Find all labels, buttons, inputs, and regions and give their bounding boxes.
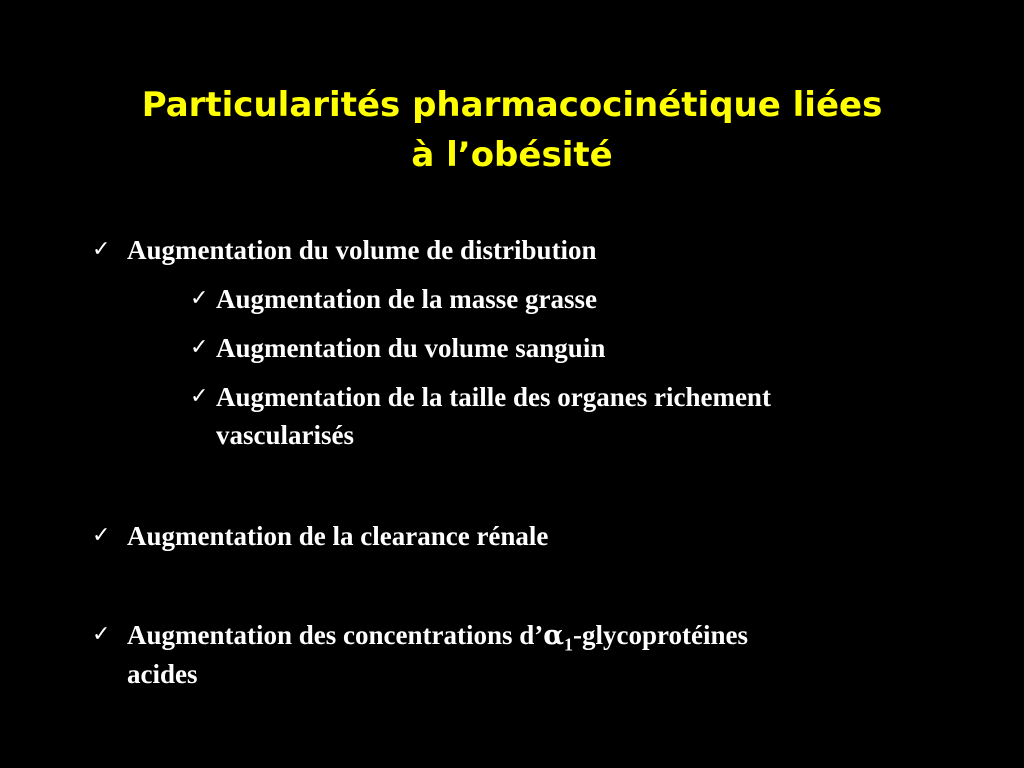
checkmark-icon: ✓ [190, 384, 209, 409]
slide-title [40, 80, 984, 180]
bullet-text-pre: Augmentation des concentrations d’ [127, 620, 544, 650]
sub-bullet-taille-organes [190, 378, 936, 454]
bullet-glycoproteines [92, 616, 972, 693]
alpha-subscript: 1 [564, 634, 574, 655]
checkmark-icon: ✓ [190, 335, 209, 360]
bullet-text: Augmentation de la clearance rénale [127, 521, 549, 551]
sub-bullet-text-line-1: Augmentation de la taille des organes richement [216, 382, 771, 412]
checkmark-icon: ✓ [92, 523, 111, 548]
title-line-2: à l’obésité [411, 135, 613, 175]
bullet-text: Augmentation du volume de distribution [127, 235, 597, 265]
sub-bullet-text: Augmentation de la masse grasse [216, 284, 597, 314]
sub-bullet-masse-grasse [190, 280, 936, 318]
bullet-text-post: -glycoprotéines [573, 620, 749, 650]
alpha-symbol: α [543, 620, 565, 651]
title-line-1: Particularités pharmacocinétique liées [141, 85, 883, 125]
sub-bullet-text-line-2: vascularisés [216, 420, 354, 450]
checkmark-icon: ✓ [92, 237, 111, 262]
sub-bullet-volume-sanguin [190, 329, 936, 367]
bullet-volume-distribution [92, 231, 972, 269]
sub-bullet-text: Augmentation du volume sanguin [216, 333, 606, 363]
bullet-text-line-1 [127, 616, 972, 655]
checkmark-icon: ✓ [92, 622, 111, 647]
bullet-clearance-renale [92, 517, 972, 555]
bullet-text-line-2: acides [127, 659, 198, 689]
checkmark-icon: ✓ [190, 286, 209, 311]
